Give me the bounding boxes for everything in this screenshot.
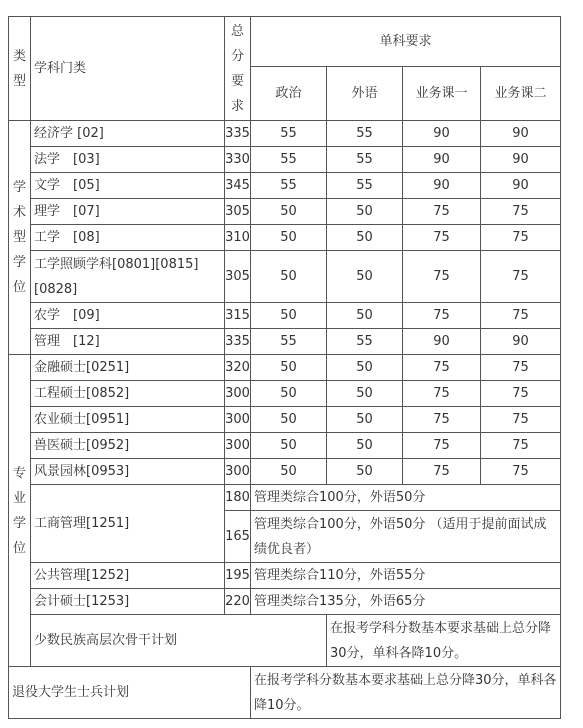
- foreign-score: 55: [327, 121, 403, 147]
- table-row: [9, 433, 561, 459]
- business-1-score: 75: [403, 199, 481, 225]
- header-type: 类型: [9, 17, 31, 121]
- total-score: 335: [225, 121, 251, 147]
- header-business-2: 业务课二: [481, 67, 561, 121]
- requirement-note: 管理类综合100分，外语50分 （适用于提前面试成绩优良者）: [251, 511, 561, 563]
- foreign-score: 50: [327, 225, 403, 251]
- header-business-1: 业务课一: [403, 67, 481, 121]
- business-2-score: 75: [481, 225, 561, 251]
- header-total-score: 总分要求: [225, 17, 251, 121]
- score-requirements-table: [8, 16, 561, 719]
- header-row: [9, 17, 561, 67]
- business-2-score: 90: [481, 329, 561, 355]
- subject-name: 农业硕士[0951]: [31, 407, 225, 433]
- special-plan-note: 在报考学科分数基本要求基础上总分降30分，单科各降10分。: [251, 667, 561, 719]
- business-1-score: 90: [403, 329, 481, 355]
- foreign-score: 50: [327, 199, 403, 225]
- politics-score: 50: [251, 433, 327, 459]
- total-score: 330: [225, 147, 251, 173]
- header-politics: 政治: [251, 67, 327, 121]
- subject-name: 理学 [07]: [31, 199, 225, 225]
- foreign-score: 50: [327, 459, 403, 485]
- requirement-note: 管理类综合135分，外语65分: [251, 589, 561, 615]
- table-row: [9, 121, 561, 147]
- business-1-score: 90: [403, 121, 481, 147]
- total-score: 305: [225, 199, 251, 225]
- subject-name: 兽医硕士[0952]: [31, 433, 225, 459]
- table-row: [9, 173, 561, 199]
- business-1-score: 75: [403, 459, 481, 485]
- foreign-score: 55: [327, 173, 403, 199]
- foreign-score: 50: [327, 303, 403, 329]
- subject-name: 管理 [12]: [31, 329, 225, 355]
- total-score: 180: [225, 485, 251, 511]
- business-2-score: 75: [481, 199, 561, 225]
- politics-score: 50: [251, 407, 327, 433]
- subject-name: 会计硕士[1253]: [31, 589, 225, 615]
- table-row: [9, 303, 561, 329]
- politics-score: 50: [251, 251, 327, 303]
- subject-name: 法学 [03]: [31, 147, 225, 173]
- politics-score: 50: [251, 459, 327, 485]
- subject-name: 风景园林[0953]: [31, 459, 225, 485]
- requirement-note: 管理类综合110分，外语55分: [251, 563, 561, 589]
- foreign-score: 55: [327, 329, 403, 355]
- total-score: 335: [225, 329, 251, 355]
- total-score: 300: [225, 381, 251, 407]
- business-2-score: 90: [481, 121, 561, 147]
- business-2-score: 90: [481, 173, 561, 199]
- business-1-score: 90: [403, 147, 481, 173]
- business-1-score: 75: [403, 381, 481, 407]
- total-score: 165: [225, 511, 251, 563]
- business-2-score: 75: [481, 355, 561, 381]
- business-2-score: 75: [481, 303, 561, 329]
- total-score: 195: [225, 563, 251, 589]
- business-1-score: 75: [403, 225, 481, 251]
- total-score: 315: [225, 303, 251, 329]
- table-row: [9, 355, 561, 381]
- special-plan-note: 在报考学科分数基本要求基础上总分降30分，单科各降10分。: [327, 615, 561, 667]
- table-row: [9, 199, 561, 225]
- politics-score: 55: [251, 329, 327, 355]
- table-row: [9, 407, 561, 433]
- politics-score: 55: [251, 121, 327, 147]
- business-1-score: 75: [403, 251, 481, 303]
- business-2-score: 75: [481, 251, 561, 303]
- politics-score: 50: [251, 303, 327, 329]
- politics-score: 50: [251, 225, 327, 251]
- total-score: 220: [225, 589, 251, 615]
- total-score: 345: [225, 173, 251, 199]
- business-2-score: 75: [481, 381, 561, 407]
- politics-score: 55: [251, 173, 327, 199]
- politics-score: 50: [251, 199, 327, 225]
- header-single-subject: 单科要求: [251, 17, 561, 67]
- table-row: [9, 329, 561, 355]
- business-1-score: 75: [403, 433, 481, 459]
- requirement-note: 管理类综合100分，外语50分: [251, 485, 561, 511]
- business-1-score: 75: [403, 407, 481, 433]
- table-row: [9, 225, 561, 251]
- business-2-score: 75: [481, 433, 561, 459]
- foreign-score: 50: [327, 381, 403, 407]
- subject-name: 工程硕士[0852]: [31, 381, 225, 407]
- total-score: 320: [225, 355, 251, 381]
- table-row: [9, 485, 561, 511]
- table-row: [9, 615, 561, 667]
- table-row: [9, 667, 561, 719]
- foreign-score: 50: [327, 355, 403, 381]
- table-row: [9, 563, 561, 589]
- politics-score: 55: [251, 147, 327, 173]
- total-score: 300: [225, 459, 251, 485]
- table-row: [9, 251, 561, 303]
- business-1-score: 75: [403, 303, 481, 329]
- group-academic-label: 学术型学位: [9, 121, 31, 355]
- table-row: [9, 589, 561, 615]
- table-row: [9, 147, 561, 173]
- subject-name: 经济学 [02]: [31, 121, 225, 147]
- table-row: [9, 381, 561, 407]
- politics-score: 50: [251, 355, 327, 381]
- business-2-score: 75: [481, 407, 561, 433]
- subject-name: 工商管理[1251]: [31, 485, 225, 563]
- special-plan-name: 少数民族高层次骨干计划: [31, 615, 327, 667]
- business-1-score: 75: [403, 355, 481, 381]
- total-score: 310: [225, 225, 251, 251]
- foreign-score: 55: [327, 147, 403, 173]
- total-score: 300: [225, 407, 251, 433]
- subject-name: 工学照顾学科[0801][0815][0828]: [31, 251, 225, 303]
- header-foreign-language: 外语: [327, 67, 403, 121]
- subject-name: 农学 [09]: [31, 303, 225, 329]
- business-1-score: 90: [403, 173, 481, 199]
- subject-name: 工学 [08]: [31, 225, 225, 251]
- foreign-score: 50: [327, 407, 403, 433]
- business-2-score: 75: [481, 459, 561, 485]
- total-score: 300: [225, 433, 251, 459]
- subject-name: 公共管理[1252]: [31, 563, 225, 589]
- foreign-score: 50: [327, 251, 403, 303]
- group-professional-label: 专业学位: [9, 355, 31, 667]
- subject-name: 文学 [05]: [31, 173, 225, 199]
- subject-name: 金融硕士[0251]: [31, 355, 225, 381]
- total-score: 305: [225, 251, 251, 303]
- header-subject-category: 学科门类: [31, 17, 225, 121]
- special-plan-name: 退役大学生士兵计划: [9, 667, 251, 719]
- foreign-score: 50: [327, 433, 403, 459]
- politics-score: 50: [251, 381, 327, 407]
- business-2-score: 90: [481, 147, 561, 173]
- table-row: [9, 459, 561, 485]
